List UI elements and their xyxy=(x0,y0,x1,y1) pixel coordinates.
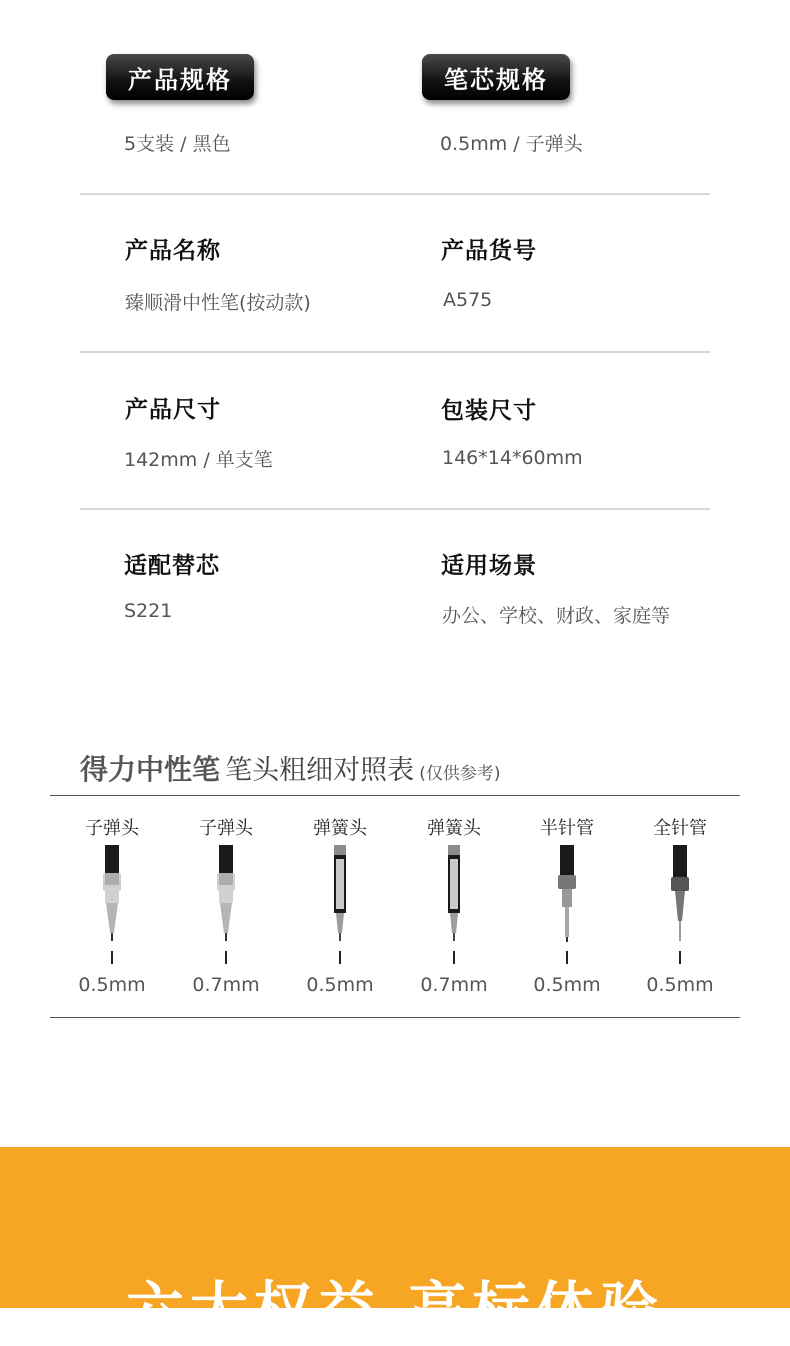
tip-size: 0.7mm xyxy=(192,974,260,996)
usage-label: 适用场景 xyxy=(441,553,537,579)
refill-label: 适配替芯 xyxy=(124,553,220,579)
refill-value: S221 xyxy=(124,600,173,622)
refill-spec-label: 笔芯规格 xyxy=(444,65,548,94)
product-code-value: A575 xyxy=(443,289,493,311)
tip-name: 弹簧头 xyxy=(313,818,367,839)
comparison-title-note: (仅供参考) xyxy=(419,764,501,784)
comparison-title xyxy=(80,748,500,788)
package-size-value: 146*14*60mm xyxy=(442,447,583,469)
product-name-label: 产品名称 xyxy=(125,238,221,264)
usage-value: 办公、学校、财政、家庭等 xyxy=(442,605,671,627)
divider xyxy=(80,351,710,353)
tip-size: 0.5mm xyxy=(533,974,601,996)
product-code-label: 产品货号 xyxy=(441,238,537,264)
comparison-title-main: 笔头粗细对照表 xyxy=(225,755,415,786)
product-size-value: 142mm / 单支笔 xyxy=(124,449,273,471)
pen-tip-image xyxy=(97,845,127,945)
product-spec-badge xyxy=(106,54,254,100)
divider xyxy=(80,193,710,195)
refill-spec-value: 0.5mm / 子弹头 xyxy=(440,133,583,155)
tip-size: 0.5mm xyxy=(78,974,146,996)
tip-size: 0.5mm xyxy=(306,974,374,996)
tip-tick xyxy=(453,951,455,964)
tip-size: 0.5mm xyxy=(646,974,714,996)
pen-tip-image xyxy=(211,845,241,945)
banner-title: 六大权益 高标体验 xyxy=(125,1275,665,1343)
comparison-title-brand: 得力中性笔 xyxy=(80,753,221,786)
package-size-label: 包装尺寸 xyxy=(441,398,537,424)
tip-name: 半针管 xyxy=(540,818,594,839)
tip-name: 弹簧头 xyxy=(427,818,481,839)
tip-name: 子弹头 xyxy=(199,818,253,839)
pen-tip-image xyxy=(665,845,695,945)
tip-name: 子弹头 xyxy=(85,818,139,839)
tip-tick xyxy=(225,951,227,964)
refill-spec-badge xyxy=(422,54,570,100)
product-name-value: 臻顺滑中性笔(按动款) xyxy=(125,292,311,314)
tip-tick xyxy=(339,951,341,964)
tip-name: 全针管 xyxy=(653,818,707,839)
pen-tip-image xyxy=(552,845,582,945)
pen-tip-image xyxy=(325,845,355,945)
divider xyxy=(80,508,710,510)
table-bottom-rule xyxy=(50,1017,740,1018)
product-spec-value: 5支装 / 黑色 xyxy=(124,133,231,155)
tip-size: 0.7mm xyxy=(420,974,488,996)
tip-tick xyxy=(679,951,681,964)
table-top-rule xyxy=(50,795,740,796)
product-size-label: 产品尺寸 xyxy=(125,397,221,423)
pen-tip-image xyxy=(439,845,469,945)
tip-tick xyxy=(566,951,568,964)
tip-tick xyxy=(111,951,113,964)
benefits-banner xyxy=(0,1147,790,1343)
product-spec-label: 产品规格 xyxy=(128,65,232,94)
